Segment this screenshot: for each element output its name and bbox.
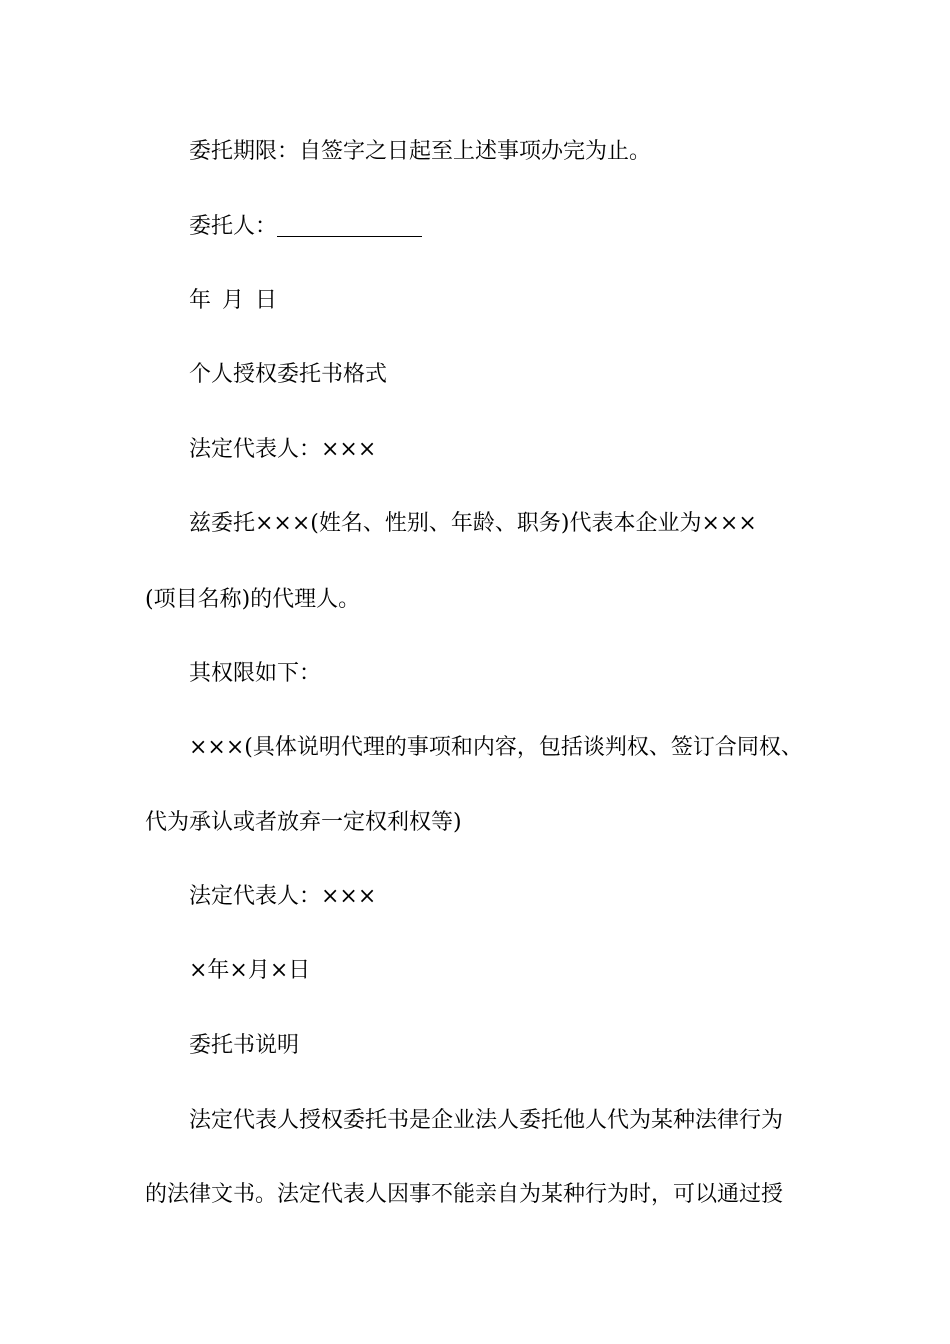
legal-representative: 法定代表人：××× (189, 437, 377, 462)
entrust-term: 委托期限：自签字之日起至上述事项办完为止。 (189, 139, 652, 164)
explanation-line-1: 法定代表人授权委托书是企业法人委托他人代为某种法律行为 (189, 1108, 784, 1133)
explanation-line-2: 的法律文书。法定代表人因事不能亲自为某种行为时，可以通过授 (145, 1182, 784, 1207)
section-title: 个人授权委托书格式 (189, 362, 388, 387)
entrust-paragraph-line-1: 兹委托×××(姓名、性别、年龄、职务)代表本企业为××× (189, 511, 757, 536)
authority-paragraph-line-1: ×××(具体说明代理的事项和内容，包括谈判权、签订合同权、 (189, 735, 803, 760)
authority-intro: 其权限如下： (189, 661, 322, 686)
entrust-paragraph-line-2: (项目名称)的代理人。 (145, 587, 361, 612)
authority-paragraph-line-2: 代为承认或者放弃一定权利权等) (145, 810, 462, 835)
legal-representative-signature: 法定代表人：××× (189, 884, 377, 909)
signing-date: ×年×月×日 (189, 958, 311, 983)
principal-row (189, 212, 422, 242)
principal-label: 委托人： (189, 214, 278, 239)
date-blank: 年 月 日 (189, 288, 277, 313)
signature-line (277, 216, 422, 237)
explanation-title: 委托书说明 (189, 1033, 300, 1058)
